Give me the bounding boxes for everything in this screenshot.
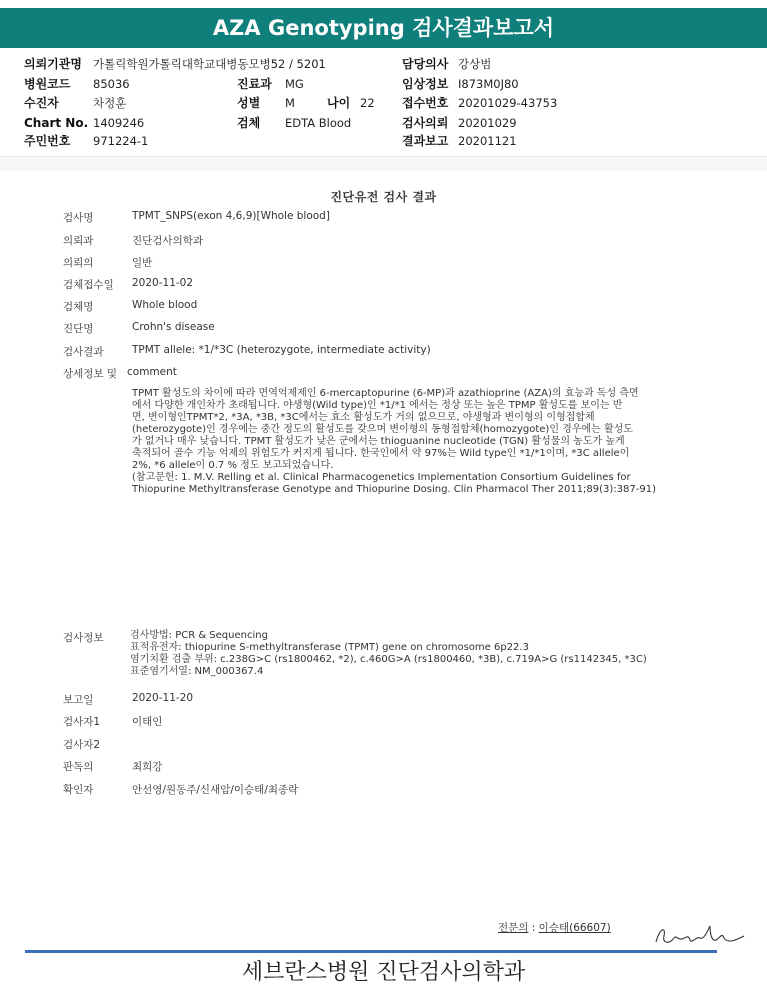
header-label: 병원코드 <box>24 77 71 91</box>
header-label: 나이 <box>327 96 351 110</box>
specialist-signature-line <box>498 920 611 935</box>
comment-line: 2%, *6 allele이 0.7 % 정도 보고되었습니다. <box>132 460 334 471</box>
header-specimen <box>237 115 352 131</box>
header-result-report <box>402 133 517 149</box>
field-value: TPMT_SNPS(exon 4,6,9)[Whole blood] <box>132 210 330 222</box>
header-value: M <box>285 96 295 110</box>
comment-line: 가 없거나 매우 낮습니다. TPMT 활성도가 낮은 군에서는 thioguanine nucleotide (TGN) 활성물의 농도가 높게 <box>132 436 625 447</box>
top-strip <box>0 0 767 8</box>
header-value: 가톨릭학원가톨릭대학교대병동모병52 / 5201 <box>93 57 326 71</box>
field-label: 검사자1 <box>63 716 101 728</box>
field-label: 의뢰과 <box>63 235 94 247</box>
method-line: 검사방법: PCR & Sequencing <box>130 630 268 641</box>
header-receipt-number <box>402 95 558 111</box>
section-band <box>0 157 767 171</box>
field-label: 검사결과 <box>63 346 104 358</box>
field-label: 검체명 <box>63 301 94 313</box>
header-label: 접수번호 <box>402 96 449 110</box>
field-label: 진단명 <box>63 323 94 335</box>
section-title: 진단유전 검사 결과 <box>330 190 437 204</box>
field-value: TPMT allele: *1/*3C (heterozygote, intermediate activity) <box>132 344 431 356</box>
header-value: MG <box>285 77 304 91</box>
header-label: 주민번호 <box>24 134 71 148</box>
method-line: 염기치환 검출 부위: c.238G>C (rs1800462, *2), c.460G>A (rs1800460, *3B), c.719A>G (rs1142345, *3C) <box>130 654 647 665</box>
comment-line: 면, 변이형인TPMT*2, *3A, *3B, *3C에서는 효소 활성도가 거의 없으므로, 야생형과 변이형의 이형접합체 <box>132 412 595 423</box>
field-label: 검체접수일 <box>63 279 114 291</box>
field-label: 상세정보 및 <box>63 368 118 380</box>
header-requesting-institution <box>24 56 326 72</box>
header-value: 20201029 <box>458 116 517 130</box>
institution-name: 세브란스병원 진단검사의학과 <box>241 960 526 985</box>
header-age <box>327 95 375 111</box>
comment-line: 에서 다양한 개인차가 초래됩니다. 야생형(Wild type)인 *1/*1 에서는 정상 또는 높은 TPMP 활성도를 보이는 반 <box>132 400 623 411</box>
specialist-name: 이승태(66607) <box>538 922 611 934</box>
field-value: 안선영/원동주/신새암/이승태/최종락 <box>132 784 299 796</box>
footer-rule <box>25 950 717 953</box>
field-value: 일반 <box>132 257 153 269</box>
comment-line: (heterozygote)인 경우에는 중간 정도의 활성도를 갖으며 변이형의 동형접합체(homozygote)인 경우에는 활성도 <box>132 424 633 435</box>
header-value: 강상범 <box>458 57 492 71</box>
header-value: 20201121 <box>458 134 517 148</box>
header-label: 검사의뢰 <box>402 116 449 130</box>
header-test-request <box>402 115 517 131</box>
header-label: Chart No. <box>24 116 89 130</box>
field-value: Whole blood <box>132 299 198 311</box>
field-label: 검사자2 <box>63 739 101 751</box>
header-label: 성별 <box>237 96 261 110</box>
header-sex <box>237 95 295 111</box>
header-label: 의뢰기관명 <box>24 57 82 71</box>
comment-paragraph <box>132 388 672 496</box>
header-value: I873M0J80 <box>458 77 519 91</box>
specialist-label: 전문의 <box>498 922 529 934</box>
field-label: 판독의 <box>63 761 94 773</box>
field-value: 2020-11-02 <box>132 277 194 289</box>
field-label: 보고일 <box>63 694 94 706</box>
header-value: 85036 <box>93 77 130 91</box>
header-chart-no <box>24 115 145 131</box>
header-label: 결과보고 <box>402 134 449 148</box>
report-title: AZA Genotyping 검사결과보고서 <box>0 8 767 48</box>
comment-line: (참고문헌: 1. M.V. Relling et al. Clinical Pharmacogenetics Implementation Consortium Guidelines for <box>132 472 631 483</box>
field-value: 최희강 <box>132 761 163 773</box>
method-line: 표적유전자: thiopurine S-methyltransferase (TPMT) gene on chromosome 6p22.3 <box>130 642 529 653</box>
field-label: 의뢰의 <box>63 257 94 269</box>
header-patient-name <box>24 95 127 111</box>
header-label: 수진자 <box>24 96 59 110</box>
header-attending-doctor <box>402 56 492 72</box>
header-label: 담당의사 <box>402 57 449 71</box>
header-value: 1409246 <box>93 116 145 130</box>
header-value: 차정훈 <box>93 96 127 110</box>
header-department <box>237 76 304 92</box>
field-value: Crohn's disease <box>132 321 215 333</box>
header-label: 검체 <box>237 116 261 130</box>
field-value: 진단검사의학과 <box>132 235 204 247</box>
signature-separator: : <box>531 922 536 934</box>
header-value: 20201029-43753 <box>458 96 558 110</box>
field-value: comment <box>127 366 177 378</box>
comment-line: TPMT 활성도의 차이에 따라 면역억제제인 6-mercaptopurine (6-MP)과 azathioprine (AZA)의 효능과 독성 측면 <box>132 388 639 399</box>
header-clinical-info <box>402 76 519 92</box>
field-label: 검사명 <box>63 212 94 224</box>
field-label: 확인자 <box>63 784 94 796</box>
handwritten-signature <box>652 922 748 950</box>
header-hospital-code <box>24 76 130 92</box>
header-value: EDTA Blood <box>285 116 352 130</box>
header-resident-number <box>24 133 149 149</box>
header-label: 임상정보 <box>402 77 449 91</box>
field-value: 2020-11-20 <box>132 692 194 704</box>
header-value: 22 <box>360 96 375 110</box>
method-details <box>130 630 647 678</box>
comment-line: 축적되어 골수 기능 억제의 위험도가 커지게 됩니다. 한국인에서 약 97%는 Wild type인 *1/*1이며, *3C allele이 <box>132 448 630 459</box>
field-value: 이태인 <box>132 716 163 728</box>
field-label: 검사정보 <box>63 632 104 644</box>
header-value: 971224-1 <box>93 134 149 148</box>
header-label: 진료과 <box>237 77 272 91</box>
comment-line: Thiopurine Methyltransferase Genotype and Thiopurine Dosing. Clin Pharmacol Ther 2011;89(3):387-91) <box>132 484 657 495</box>
method-line: 표준염기서열: NM_000367.4 <box>130 666 264 677</box>
